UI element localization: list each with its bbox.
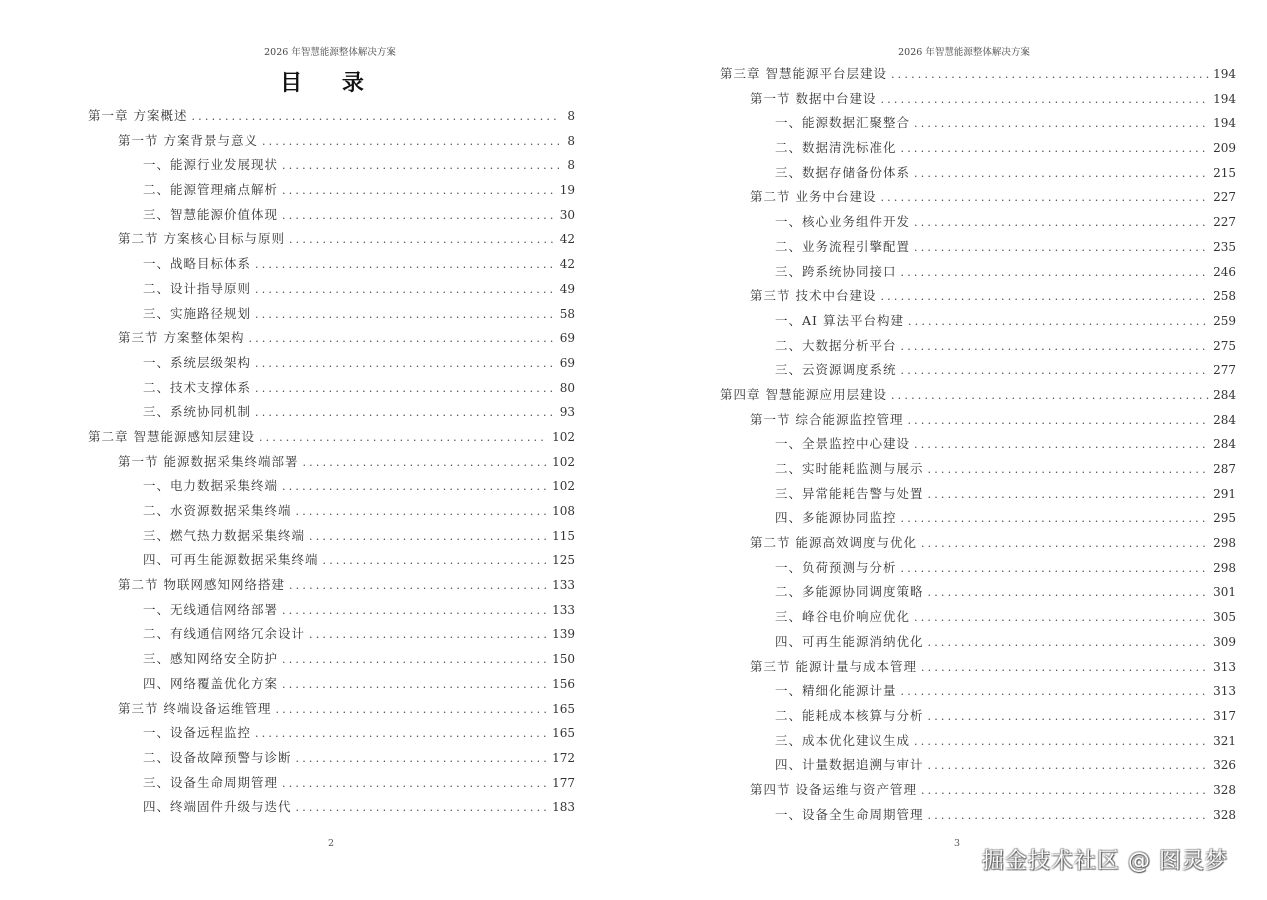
dot-leader xyxy=(255,258,556,271)
dot-leader xyxy=(928,759,1210,772)
entry-page-number: 326 xyxy=(1213,758,1236,773)
entry-label: 四、终端固件升级与迭代 xyxy=(143,799,292,815)
dot-leader xyxy=(296,505,549,518)
entry-label: 一、全景监控中心建设 xyxy=(775,436,911,452)
entry-page-number: 291 xyxy=(1213,486,1236,501)
toc-section-entry[interactable] xyxy=(88,131,575,156)
toc-subsection-entry[interactable] xyxy=(88,526,575,551)
dot-leader xyxy=(255,406,556,419)
toc-section-entry[interactable] xyxy=(720,657,1236,682)
toc-subsection-entry[interactable] xyxy=(720,755,1236,780)
toc-section-entry[interactable] xyxy=(720,533,1236,558)
toc-subsection-entry[interactable] xyxy=(720,163,1236,188)
entry-label: 三、数据存储备份体系 xyxy=(775,164,911,180)
dot-leader xyxy=(191,110,559,123)
entry-page-number: 172 xyxy=(552,750,575,765)
entry-page-number: 139 xyxy=(552,627,575,642)
dot-leader xyxy=(908,315,1209,328)
toc-title: 目 录 xyxy=(280,71,380,96)
dot-leader xyxy=(282,184,556,197)
entry-label: 二、多能源协同调度策略 xyxy=(775,584,924,600)
toc-section-entry[interactable] xyxy=(720,780,1236,805)
toc-subsection-entry[interactable] xyxy=(720,434,1236,459)
entry-label: 三、实施路径规划 xyxy=(143,305,252,321)
entry-page-number: 102 xyxy=(552,429,575,444)
toc-subsection-entry[interactable] xyxy=(720,336,1236,361)
dot-leader xyxy=(928,586,1210,599)
entry-label: 一、无线通信网络部署 xyxy=(143,601,279,617)
entry-page-number: 8 xyxy=(567,109,575,123)
entry-label: 第二章 智慧能源感知层建设 xyxy=(88,428,255,444)
dot-leader xyxy=(302,456,548,469)
entry-page-number: 209 xyxy=(1213,141,1236,156)
toc-subsection-entry[interactable] xyxy=(88,279,575,304)
dot-leader xyxy=(275,703,548,716)
entry-page-number: 80 xyxy=(559,380,575,395)
entry-page-number: 133 xyxy=(552,578,575,593)
toc-subsection-entry[interactable] xyxy=(720,508,1236,533)
entry-label: 一、负荷预测与分析 xyxy=(775,559,897,575)
entry-label: 四、可再生能源数据采集终端 xyxy=(143,552,319,568)
dot-leader xyxy=(248,332,555,345)
entry-page-number: 328 xyxy=(1213,782,1236,797)
dot-leader xyxy=(928,636,1210,649)
toc-subsection-entry[interactable] xyxy=(720,706,1236,731)
entry-page-number: 309 xyxy=(1213,634,1236,649)
dot-leader xyxy=(282,678,548,691)
entry-label: 第三节 能源计量与成本管理 xyxy=(750,658,917,674)
dot-leader xyxy=(880,93,1209,106)
toc-subsection-entry[interactable] xyxy=(720,311,1236,336)
entry-label: 第一章 方案概述 xyxy=(88,108,188,123)
entry-label: 第一节 能源数据采集终端部署 xyxy=(118,453,299,469)
entry-label: 二、业务流程引擎配置 xyxy=(775,238,911,254)
entry-page-number: 133 xyxy=(552,602,575,617)
dot-leader xyxy=(282,159,559,172)
toc-subsection-entry[interactable] xyxy=(88,797,575,822)
entry-label: 二、设备故障预警与诊断 xyxy=(143,749,292,765)
dot-leader xyxy=(255,727,548,740)
entry-label: 二、数据清洗标准化 xyxy=(775,140,897,156)
entry-label: 第四节 设备运维与资产管理 xyxy=(750,781,917,797)
dot-leader xyxy=(289,579,548,592)
toc-section-entry[interactable] xyxy=(720,286,1236,311)
entry-page-number: 183 xyxy=(552,800,575,815)
toc-section-entry[interactable] xyxy=(88,575,575,600)
entry-page-number: 150 xyxy=(552,652,575,667)
entry-label: 二、水资源数据采集终端 xyxy=(143,503,292,518)
entry-page-number: 194 xyxy=(1213,67,1236,81)
toc-subsection-entry[interactable] xyxy=(88,402,575,427)
entry-page-number: 317 xyxy=(1213,708,1236,723)
entry-page-number: 102 xyxy=(552,454,575,469)
toc-subsection-entry[interactable] xyxy=(88,254,575,279)
toc-subsection-entry[interactable] xyxy=(88,155,575,180)
entry-page-number: 215 xyxy=(1213,165,1236,180)
entry-page-number: 298 xyxy=(1213,560,1236,575)
toc-section-entry[interactable] xyxy=(720,187,1236,212)
toc-subsection-entry[interactable] xyxy=(720,138,1236,163)
entry-label: 二、能耗成本核算与分析 xyxy=(775,707,924,723)
entry-label: 一、战略目标体系 xyxy=(143,256,252,272)
toc-section-entry[interactable] xyxy=(720,89,1236,114)
toc-subsection-entry[interactable] xyxy=(88,649,575,674)
dot-leader xyxy=(255,308,556,321)
entry-label: 三、系统协同机制 xyxy=(143,404,252,420)
entry-page-number: 115 xyxy=(552,528,575,543)
entry-label: 三、云资源调度系统 xyxy=(775,362,897,378)
dot-leader xyxy=(880,191,1209,204)
toc-section-entry[interactable] xyxy=(88,328,575,353)
dot-leader xyxy=(901,512,1210,525)
dot-leader xyxy=(891,68,1209,81)
dot-leader xyxy=(914,735,1209,748)
entry-page-number: 235 xyxy=(1213,239,1236,254)
entry-label: 三、峰谷电价响应优化 xyxy=(775,609,911,625)
toc-section-entry[interactable] xyxy=(720,410,1236,435)
entry-page-number: 108 xyxy=(552,504,575,518)
entry-label: 四、多能源协同监控 xyxy=(775,510,897,526)
entry-page-number: 156 xyxy=(552,676,575,691)
toc-subsection-entry[interactable] xyxy=(88,674,575,699)
entry-page-number: 42 xyxy=(559,257,575,272)
dot-leader xyxy=(901,340,1210,353)
entry-page-number: 284 xyxy=(1213,412,1236,427)
entry-label: 二、技术支撑体系 xyxy=(143,379,252,395)
entry-page-number: 69 xyxy=(559,355,575,370)
toc-subsection-entry[interactable] xyxy=(88,624,575,649)
toc-subsection-entry[interactable] xyxy=(720,360,1236,385)
entry-label: 一、系统层级架构 xyxy=(143,354,252,370)
dot-leader xyxy=(928,488,1210,501)
entry-page-number: 8 xyxy=(567,133,575,148)
entry-label: 一、AI 算法平台构建 xyxy=(775,312,904,328)
entry-label: 第一节 综合能源监控管理 xyxy=(750,411,904,427)
dot-leader xyxy=(296,801,549,814)
running-header: 2026 年智慧能源整体解决方案 xyxy=(264,47,396,58)
toc-subsection-entry[interactable] xyxy=(720,484,1236,509)
entry-page-number: 177 xyxy=(552,775,575,790)
entry-label: 四、网络覆盖优化方案 xyxy=(143,675,279,691)
entry-label: 第四章 智慧能源应用层建设 xyxy=(720,386,887,402)
dot-leader xyxy=(901,266,1210,279)
dot-leader xyxy=(282,604,548,617)
entry-page-number: 58 xyxy=(559,306,575,321)
entry-page-number: 227 xyxy=(1213,190,1236,205)
entry-page-number: 301 xyxy=(1213,585,1236,600)
entry-label: 第二节 业务中台建设 xyxy=(750,189,877,205)
entry-label: 第二节 能源高效调度与优化 xyxy=(750,535,917,551)
toc-list-right xyxy=(720,64,1236,829)
toc-subsection-entry[interactable] xyxy=(88,205,575,230)
dot-leader xyxy=(255,283,556,296)
entry-page-number: 246 xyxy=(1213,264,1236,279)
entry-label: 二、有线通信网络冗余设计 xyxy=(143,626,306,642)
toc-subsection-entry[interactable] xyxy=(88,773,575,798)
toc-section-entry[interactable] xyxy=(88,452,575,477)
toc-section-entry[interactable] xyxy=(88,699,575,724)
entry-page-number: 284 xyxy=(1213,437,1236,452)
dot-leader xyxy=(296,752,549,765)
watermark: 掘金技术社区 @ 图灵梦 xyxy=(982,849,1228,874)
toc-subsection-entry[interactable] xyxy=(88,304,575,329)
toc-subsection-entry[interactable] xyxy=(88,723,575,748)
dot-leader xyxy=(309,628,548,641)
entry-page-number: 227 xyxy=(1213,215,1236,230)
entry-page-number: 42 xyxy=(559,232,575,247)
toc-subsection-entry[interactable] xyxy=(720,632,1236,657)
entry-label: 四、计量数据追溯与审计 xyxy=(775,757,924,773)
dot-leader xyxy=(901,142,1210,155)
toc-subsection-entry[interactable] xyxy=(720,805,1236,830)
entry-label: 三、感知网络安全防护 xyxy=(143,651,279,667)
toc-page-right xyxy=(634,0,1267,900)
entry-label: 一、设备全生命周期管理 xyxy=(775,806,924,822)
dot-leader xyxy=(921,784,1209,797)
dot-leader xyxy=(891,389,1209,402)
dot-leader xyxy=(901,562,1210,575)
entry-label: 第一节 方案背景与意义 xyxy=(118,132,258,148)
toc-subsection-entry[interactable] xyxy=(88,550,575,575)
dot-leader xyxy=(928,809,1210,822)
entry-label: 一、电力数据采集终端 xyxy=(143,478,279,494)
entry-label: 一、精细化能源计量 xyxy=(775,683,897,699)
entry-label: 三、跨系统协同接口 xyxy=(775,263,897,279)
dot-leader xyxy=(880,290,1209,303)
running-header: 2026 年智慧能源整体解决方案 xyxy=(898,47,1030,58)
dot-leader xyxy=(282,209,556,222)
entry-label: 一、设备远程监控 xyxy=(143,725,252,741)
dot-leader xyxy=(255,382,556,395)
entry-page-number: 295 xyxy=(1213,511,1236,526)
toc-subsection-entry[interactable] xyxy=(720,459,1236,484)
entry-page-number: 49 xyxy=(559,281,575,296)
entry-page-number: 165 xyxy=(552,726,575,741)
entry-page-number: 313 xyxy=(1213,659,1236,674)
entry-page-number: 287 xyxy=(1213,462,1236,476)
toc-subsection-entry[interactable] xyxy=(720,681,1236,706)
dot-leader xyxy=(928,710,1210,723)
toc-subsection-entry[interactable] xyxy=(88,501,575,526)
entry-page-number: 328 xyxy=(1213,807,1236,822)
page-number: 3 xyxy=(954,838,961,849)
dot-leader xyxy=(259,431,548,444)
entry-label: 二、设计指导原则 xyxy=(143,280,252,296)
toc-subsection-entry[interactable] xyxy=(88,476,575,501)
entry-label: 三、成本优化建议生成 xyxy=(775,732,911,748)
entry-label: 第三节 终端设备运维管理 xyxy=(118,700,272,716)
entry-page-number: 284 xyxy=(1213,387,1236,402)
entry-label: 四、可再生能源消纳优化 xyxy=(775,633,924,649)
toc-subsection-entry[interactable] xyxy=(720,113,1236,138)
toc-subsection-entry[interactable] xyxy=(88,378,575,403)
entry-label: 一、能源行业发展现状 xyxy=(143,157,279,173)
toc-subsection-entry[interactable] xyxy=(720,558,1236,583)
dot-leader xyxy=(262,135,559,148)
toc-section-entry[interactable] xyxy=(88,229,575,254)
entry-page-number: 194 xyxy=(1213,116,1236,131)
entry-page-number: 194 xyxy=(1213,91,1236,106)
entry-label: 第二节 方案核心目标与原则 xyxy=(118,231,285,247)
toc-subsection-entry[interactable] xyxy=(720,607,1236,632)
entry-page-number: 8 xyxy=(567,158,575,173)
toc-subsection-entry[interactable] xyxy=(88,600,575,625)
entry-page-number: 125 xyxy=(552,553,575,568)
dot-leader xyxy=(282,777,548,790)
dot-leader xyxy=(282,653,548,666)
dot-leader xyxy=(289,233,556,246)
dot-leader xyxy=(914,167,1209,180)
entry-page-number: 102 xyxy=(552,479,575,494)
entry-page-number: 165 xyxy=(552,701,575,716)
entry-label: 二、实时能耗监测与展示 xyxy=(775,461,924,476)
entry-label: 一、核心业务组件开发 xyxy=(775,214,911,230)
entry-page-number: 305 xyxy=(1213,610,1236,625)
dot-leader xyxy=(309,530,548,543)
entry-label: 三、燃气热力数据采集终端 xyxy=(143,527,306,543)
dot-leader xyxy=(907,414,1209,427)
dot-leader xyxy=(323,554,549,567)
entry-label: 二、能源管理痛点解析 xyxy=(143,182,279,198)
entry-label: 一、能源数据汇聚整合 xyxy=(775,115,911,131)
toc-chapter-entry[interactable] xyxy=(88,106,575,131)
entry-page-number: 298 xyxy=(1213,536,1236,551)
dot-leader xyxy=(921,661,1209,674)
toc-chapter-entry[interactable] xyxy=(88,427,575,452)
entry-page-number: 19 xyxy=(559,183,575,198)
toc-subsection-entry[interactable] xyxy=(720,731,1236,756)
dot-leader xyxy=(914,241,1209,254)
dot-leader xyxy=(914,611,1209,624)
entry-label: 三、设备生命周期管理 xyxy=(143,774,279,790)
entry-label: 三、智慧能源价值体现 xyxy=(143,206,279,222)
toc-subsection-entry[interactable] xyxy=(720,237,1236,262)
entry-label: 第三节 方案整体架构 xyxy=(118,330,245,346)
toc-subsection-entry[interactable] xyxy=(720,582,1236,607)
entry-page-number: 258 xyxy=(1213,289,1236,304)
dot-leader xyxy=(921,537,1209,550)
entry-label: 第三章 智慧能源平台层建设 xyxy=(720,66,887,81)
entry-page-number: 93 xyxy=(559,405,575,420)
toc-chapter-entry[interactable] xyxy=(720,64,1236,89)
entry-label: 第二节 物联网感知网络搭建 xyxy=(118,577,285,593)
dot-leader xyxy=(914,216,1209,229)
entry-label: 第一节 数据中台建设 xyxy=(750,90,877,106)
dot-leader xyxy=(901,685,1210,698)
dot-leader xyxy=(901,364,1210,377)
toc-subsection-entry[interactable] xyxy=(88,180,575,205)
toc-subsection-entry[interactable] xyxy=(88,353,575,378)
entry-label: 二、大数据分析平台 xyxy=(775,337,897,353)
dot-leader xyxy=(914,438,1209,451)
entry-page-number: 275 xyxy=(1213,338,1236,353)
entry-page-number: 30 xyxy=(559,207,575,222)
dot-leader xyxy=(282,480,548,493)
toc-subsection-entry[interactable] xyxy=(720,262,1236,287)
entry-page-number: 321 xyxy=(1213,733,1236,748)
dot-leader xyxy=(914,117,1209,130)
entry-page-number: 69 xyxy=(559,331,575,346)
toc-chapter-entry[interactable] xyxy=(720,385,1236,410)
dot-leader xyxy=(255,357,556,370)
dot-leader xyxy=(928,463,1210,476)
entry-page-number: 313 xyxy=(1213,684,1236,699)
toc-list-left xyxy=(88,106,575,822)
toc-subsection-entry[interactable] xyxy=(720,212,1236,237)
entry-page-number: 277 xyxy=(1213,363,1236,378)
toc-subsection-entry[interactable] xyxy=(88,748,575,773)
page-number: 2 xyxy=(328,838,335,849)
entry-label: 第三节 技术中台建设 xyxy=(750,288,877,304)
entry-label: 三、异常能耗告警与处置 xyxy=(775,485,924,501)
entry-page-number: 259 xyxy=(1213,313,1236,328)
